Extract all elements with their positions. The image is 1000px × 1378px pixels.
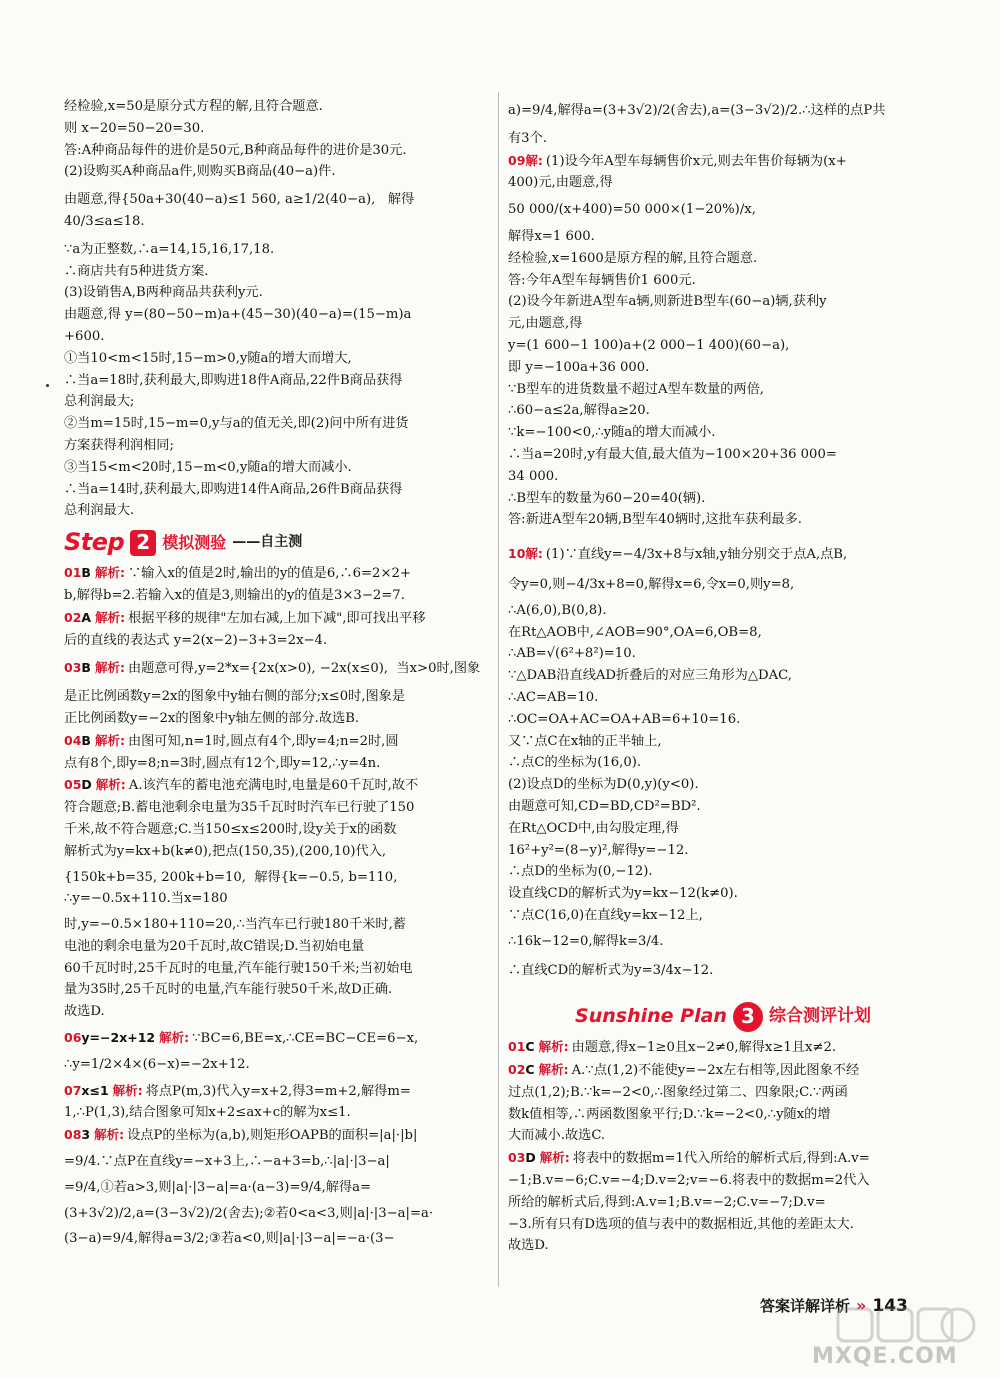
text-line: +600. (64, 328, 105, 344)
sunshine-plan-banner (508, 1002, 938, 1032)
answer-item (64, 1124, 494, 1250)
answer-text: 由题意可知,CD=BD,CD²=BD². (508, 798, 701, 814)
solution-label: 解: (525, 152, 543, 168)
answer-item (508, 1147, 938, 1257)
text-line: 由题意,得 y=(80−50−m)a+(45−30)(40−a)=(15−m)a (64, 307, 412, 323)
question-number: 10 (508, 546, 526, 562)
question-number: 03 (64, 660, 82, 676)
answer-item (508, 1059, 938, 1147)
answer-text: 电池的剩余电量为20千瓦时,故C错误;D.当初始电量 (64, 938, 365, 954)
text-line: (3)设销售A,B两种商品共获利y元. (64, 285, 263, 301)
answer-text: 即 y=−100a+36 000. (508, 359, 650, 375)
text-line: 则 x−20=50−20=30. (64, 120, 205, 136)
analysis-label: 解析: (95, 609, 126, 625)
answer-text: 量为35时,25千瓦时的电量,汽车能行驶50千米,故D正确. (64, 982, 393, 998)
answer-text: −1;B.v=−6;C.v=−4;D.v=2;v=−6.将表中的数据m=2代入 (508, 1173, 870, 1189)
answer-text: 所给的解析式后,得到:A.v=1;B.v=−2;C.v=−7;D.v= (508, 1194, 826, 1210)
answer-text: 设直线CD的解析式为y=kx−12(k≠0). (508, 886, 738, 902)
answer-item (64, 607, 494, 652)
plan-title: 综合测评计划 (768, 1006, 871, 1027)
analysis-label: 解析: (94, 1127, 125, 1143)
answer-text: 由题意可得,y=2*x={2x(x>0), −2x(x≤0), 当x>0时,图象 (127, 661, 481, 677)
answer-text: ∴AB=√(6²+8²)=10. (508, 646, 636, 662)
question-number: 02 (64, 609, 82, 625)
text-line: ②当m=15时,15−m=0,y与a的值无关,即(2)问中所有进货 (64, 416, 409, 432)
question-number: 01 (508, 1039, 526, 1055)
answer-text: =9/4.∵点P在直线y=−x+3上,∴−a+3=b,∴|a|·|3−a| (64, 1154, 390, 1170)
analysis-label: 解析: (94, 732, 125, 748)
answer-text: ∴直线CD的解析式为y=3/4x−12. (508, 963, 714, 979)
analysis-label: 解析: (538, 1039, 569, 1055)
answer-text: 又∵点C在x轴的正半轴上, (508, 733, 662, 749)
answer-text: (2)设点D的坐标为D(0,y)(y<0). (508, 777, 699, 793)
answer-item (64, 562, 494, 607)
question-number: 06 (64, 1030, 82, 1046)
answer-text: 400)元,由题意,得 (508, 175, 613, 191)
answer-text: y=(1 600−1 100)a+(2 000−1 400)(60−a), (508, 337, 790, 353)
text-line: 总利润最大; (64, 394, 135, 410)
answer-item (64, 1080, 494, 1125)
answer-text: 符合题意;B.蓄电池剩余电量为35千瓦时时汽车已行驶了150 (64, 800, 415, 816)
question-number: 03 (508, 1150, 526, 1166)
double-arrow-icon: » (856, 1296, 867, 1315)
answer-text: 故选D. (508, 1238, 549, 1254)
answer-item (508, 1036, 938, 1059)
answer-choice: B (81, 660, 91, 676)
question-number: 08 (64, 1127, 82, 1143)
answer-text: (2)设今年新进A型车a辆,则新进B型车(60−a)辆,获利y (508, 294, 827, 310)
answer-text: b,解得b=2.若输入x的值是3,则输出的y的值是3×3−2=7. (64, 587, 405, 603)
answer-text: 答:新进A型车20辆,B型车40辆时,这批车获利最多. (508, 512, 802, 528)
answer-text: ∵BC=6,BE=x,∴CE=BC−CE=6−x, (192, 1031, 419, 1047)
column-divider (498, 92, 499, 1287)
answer-text: ∴点D的坐标为(0,−12). (508, 864, 653, 880)
answer-value: 3 (81, 1127, 91, 1143)
answer-text: ∴AC=AB=10. (508, 689, 599, 705)
text-line: a)=9/4,解得a=(3+3√2)/2(舍去),a=(3−3√2)/2.∴这样的点P共 (508, 103, 886, 118)
step-banner (64, 528, 494, 558)
question-number: 01 (64, 565, 82, 581)
text-line: 答:A种商品每件的进价是50元,B种商品每件的进价是30元. (64, 142, 407, 158)
answer-choice: B (81, 732, 91, 748)
answer-text: 在Rt△OCD中,由勾股定理,得 (508, 820, 679, 836)
answer-text: 将表中的数据m=1代入所给的解析式后,得到:A.v= (572, 1151, 870, 1167)
question-number: 09 (508, 152, 526, 168)
answer-text: ∵点C(16,0)在直线y=kx−12上, (508, 907, 703, 923)
answer-item (64, 730, 494, 775)
answer-text: (1)∵直线y=−4/3x+8与x轴,y轴分别交于点A,点B, (545, 547, 848, 563)
text-line: ①当10<m<15时,15−m>0,y随a的增大而增大, (64, 350, 352, 366)
answer-text: 60千瓦时时,25千瓦时的电量,汽车能行驶150千米;当初始电 (64, 960, 413, 976)
question-number: 05 (64, 777, 82, 793)
analysis-label: 解析: (159, 1030, 190, 1046)
answer-item (508, 150, 938, 532)
answer-text: 数k值相等,∴两函数图象平行;D.∵k=−2<0,∴y随x的增 (508, 1106, 831, 1122)
answer-choice: C (525, 1062, 535, 1078)
answer-text: 解析式为y=kx+b(k≠0),把点(150,35),(200,10)代入, (64, 843, 387, 859)
analysis-label: 解析: (112, 1082, 143, 1098)
step-subtitle: ——自主测 (232, 534, 303, 551)
answer-text: 将点P(m,3)代入y=x+2,得3=m+2,解得m= (145, 1083, 411, 1099)
answer-text: ∴OC=OA+AC=OA+AB=6+10=16. (508, 711, 741, 727)
answer-text: 答:今年A型车每辆售价1 600元. (508, 272, 696, 288)
plan-number-badge: 3 (733, 1002, 763, 1032)
text-line: ③当15<m<20时,15−m<0,y随a的增大而减小. (64, 459, 352, 475)
answer-text: ∵k=−100<0,∴y随a的增大而减小. (508, 425, 716, 441)
answer-text: ∵△DAB沿直线AD折叠后的对应三角形为△DAC, (508, 668, 792, 684)
answer-text: (3+3√2)/2,a=(3−3√2)/2(舍去);②若0<a<3,则|a|·|3−a|=a· (64, 1205, 434, 1221)
answer-text: ∴B型车的数量为60−20=40(辆). (508, 490, 706, 506)
answer-text: ∴16k−12=0,解得k=3/4. (508, 933, 664, 949)
answer-text: 设点P的坐标为(a,b),则矩形OAPB的面积=|a|·|b| (127, 1128, 418, 1144)
analysis-label: 解析: (539, 1150, 570, 1166)
step-title: 模拟测验 (162, 533, 227, 553)
analysis-label: 解析: (94, 565, 125, 581)
analysis-label: 解析: (95, 777, 126, 793)
answer-choice: D (525, 1150, 536, 1166)
answer-text: 大而减小.故选C. (508, 1128, 606, 1144)
left-column (64, 96, 494, 1254)
text-line: ∴当a=14时,获利最大,即购进14件A商品,26件B商品获得 (64, 481, 403, 497)
watermark-text: MXQE.COM (812, 1344, 958, 1369)
answer-text: 1,∴P(1,3),结合图象可知x+2≤ax+c的解为x≤1. (64, 1105, 351, 1121)
scan-speck (46, 384, 49, 387)
answer-text: 34 000. (508, 468, 559, 484)
answer-text: ∴当a=20时,y有最大值,最大值为−100×20+36 000= (508, 446, 837, 462)
answer-text: 后的直线的表达式 y=2(x−2)−3+3=2x−4. (64, 632, 328, 648)
answer-value: x≤1 (81, 1082, 109, 1098)
step-number-badge: 2 (130, 530, 156, 556)
text-line: ∵a为正整数,∴a=14,15,16,17,18. (64, 241, 275, 257)
answer-text: 16²+y²=(8−y)²,解得y=−12. (508, 842, 689, 858)
text-line: 经检验,x=50是原分式方程的解,且符合题意. (64, 99, 323, 114)
answer-text: =9/4,①若a>3,则|a|·|3−a|=a·(a−3)=9/4,解得a= (64, 1179, 372, 1195)
footer-label: 答案详解详析 (760, 1297, 851, 1315)
text-line: (2)设购买A种商品a件,则购买B商品(40−a)件. (64, 164, 336, 180)
analysis-label: 解析: (94, 660, 125, 676)
answer-text: ∴60−a≤2a,解得a≥20. (508, 403, 650, 419)
answer-text: 正比例函数y=−2x的图象中y轴左侧的部分.故选B. (64, 710, 360, 726)
answer-text: ∴y=1/2×4×(6−x)=−2x+12. (64, 1056, 250, 1072)
answer-text: ∴点C的坐标为(16,0). (508, 755, 642, 771)
answer-text: 过点(1,2);B.∵k=−2<0,∴图象经过第二、四象限;C.∵两函 (508, 1084, 848, 1100)
answer-text: 由题意,得x−1≥0且x−2≠0,解得x≥1且x≠2. (571, 1040, 837, 1056)
answer-text: 千米,故不符合题意;C.当150≤x≤200时,设y关于x的函数 (64, 821, 397, 837)
answer-text: 在Rt△AOB中,∠AOB=90°,OA=6,OB=8, (508, 624, 762, 640)
text-line: 方案获得利润相同; (64, 437, 174, 453)
answer-choice: B (81, 565, 91, 581)
text-line: 由题意,得{50a+30(40−a)≤1 560, a≥1/2(40−a), 解得 40/3≤a≤18. (64, 192, 419, 229)
answer-item (64, 657, 494, 729)
answer-text: 故选D. (64, 1004, 105, 1020)
answer-text: 是正比例函数y=2x的图象中y轴右侧的部分;x≤0时,图象是 (64, 689, 406, 705)
text-line: 有3个. (508, 130, 547, 146)
answer-text: (3−a)=9/4,解得a=3/2;③若a<0,则|a|·|3−a|=−a·(3− (64, 1231, 395, 1247)
answer-text: ∵输入x的值是2时,输出的y的值是6,∴6=2×2+ (127, 566, 411, 582)
answer-text: −3.所有只有D选项的值与表中的数据相近,其他的差距太大. (508, 1216, 854, 1232)
answer-text: 解得x=1 600. (508, 228, 595, 244)
answer-choice: A (81, 609, 92, 625)
text-line: ∴当a=18时,获利最大,即购进18件A商品,22件B商品获得 (64, 372, 403, 388)
answer-text: A.∵点(1,2)不能使y=−2x左右相等,因此图象不经 (571, 1063, 860, 1079)
answer-text: A.该汽车的蓄电池充满电时,电量是60千瓦时,故不 (128, 778, 419, 794)
question-number: 07 (64, 1082, 82, 1098)
answer-text: 根据平移的规律"左加右减,上加下减",即可找出平移 (128, 610, 426, 626)
answer-text: ∵B型车的进货数量不超过A型车数量的两倍, (508, 381, 764, 397)
answer-text: 令y=0,则−4/3x+8=0,解得x=6,令x=0,则y=8, (508, 576, 795, 592)
answer-item (64, 1027, 494, 1076)
analysis-label: 解析: (538, 1062, 569, 1078)
answer-text: 元,由题意,得 (508, 316, 583, 332)
answer-value: y=−2x+12 (81, 1030, 156, 1046)
sunshine-plan-word: Sunshine Plan (575, 1005, 727, 1028)
answer-text: {150k+b=35, 200k+b=10, 解得{k=−0.5, b=110, ∴y=−0.5x+110.当x=180 (64, 869, 406, 907)
solution-label: 解: (525, 546, 543, 562)
answer-text: 由图可知,n=1时,圆点有4个,即y=4;n=2时,圆 (127, 733, 399, 749)
page-number: 143 (872, 1295, 908, 1316)
text-line: ∴商店共有5种进货方案. (64, 263, 209, 279)
answer-text: 50 000/(x+400)=50 000×(1−20%)/x, (508, 202, 756, 218)
answer-text: ∴A(6,0),B(0,8). (508, 602, 607, 618)
question-number: 02 (508, 1062, 526, 1078)
answer-text: (1)设今年A型车每辆售价x元,则去年售价每辆为(x+ (545, 153, 847, 169)
answer-item (64, 774, 494, 1023)
answer-text: 时,y=−0.5×180+110=20,∴当汽车已行驶180千米时,蓄 (64, 917, 406, 933)
answer-text: 经检验,x=1600是原方程的解,且符合题意. (508, 250, 758, 266)
answer-choice: D (81, 777, 92, 793)
step-word: Step (64, 528, 125, 557)
question-number: 04 (64, 732, 82, 748)
answer-item (508, 543, 938, 982)
answer-choice: C (525, 1039, 535, 1055)
text-line: 总利润最大. (64, 503, 135, 519)
answer-text: 点有8个,即y=8;n=3时,圆点有12个,即y=12,∴y=4n. (64, 755, 381, 771)
right-column (508, 96, 938, 1257)
